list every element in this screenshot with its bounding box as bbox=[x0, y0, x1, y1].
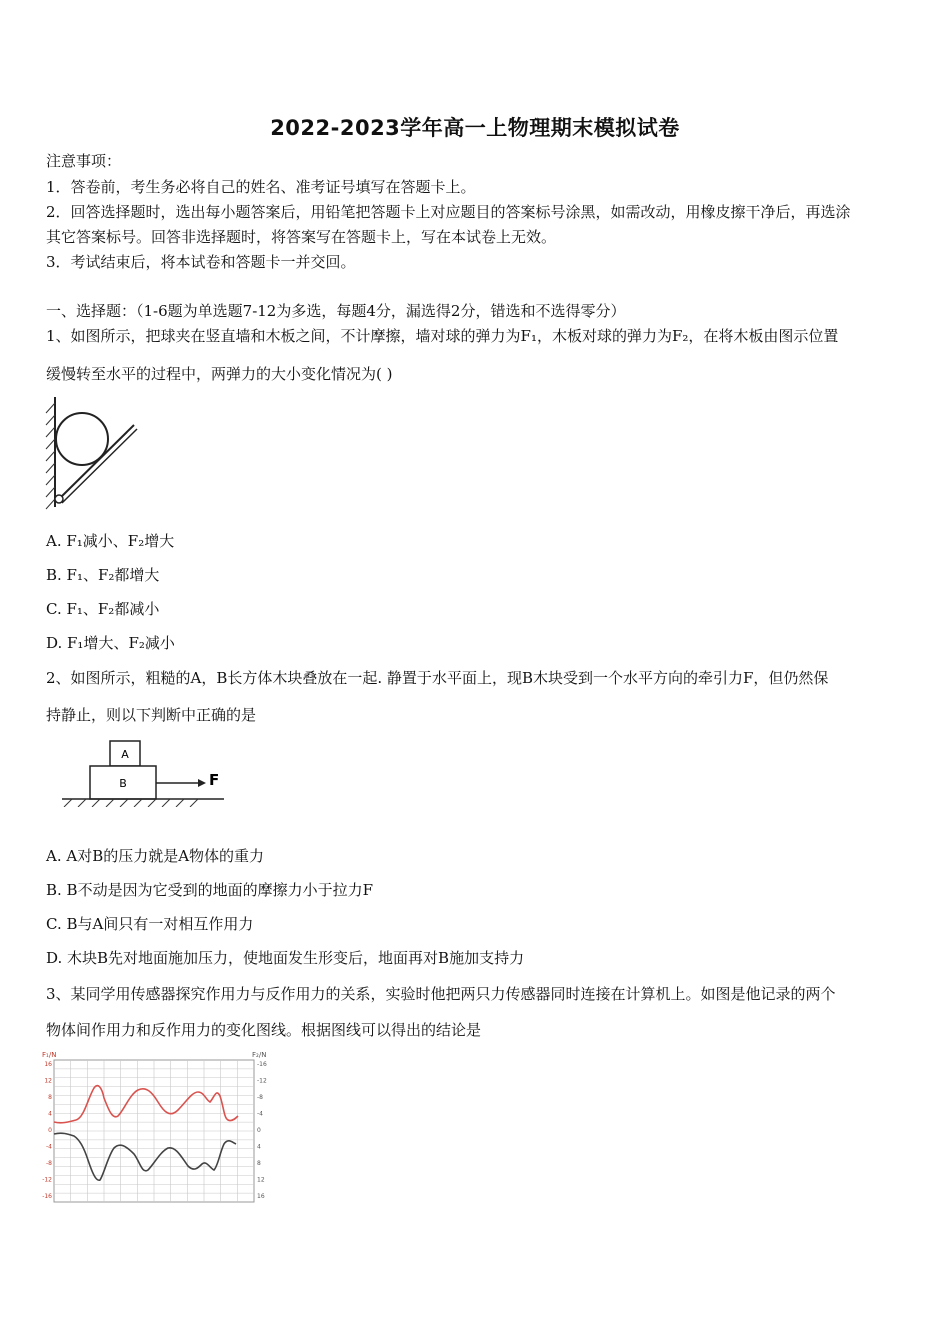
left-tick-label: 16 bbox=[44, 1061, 52, 1068]
notice-item-2: 2．回答选择题时，选出每小题答案后，用铅笔把答题卡上对应题目的答案标号涂黑，如需改动，用橡皮擦干净后，再选涂 bbox=[46, 203, 851, 221]
left-tick-label: 8 bbox=[48, 1094, 52, 1101]
right-tick-label: 0 bbox=[257, 1127, 261, 1134]
notice-item-3: 3．考试结束后，将本试卷和答题卡一并交回。 bbox=[46, 253, 356, 271]
q1-option-a: A. F₁减小、F₂增大 bbox=[46, 532, 175, 550]
hinge-circle bbox=[55, 495, 63, 503]
page-title: 2022-2023学年高一上物理期末模拟试卷 bbox=[270, 116, 680, 140]
q1-option-b: B. F₁、F₂都增大 bbox=[46, 566, 160, 584]
right-tick-label: 16 bbox=[257, 1193, 265, 1200]
notice-item-2-cont: 其它答案标号。回答非选择题时，将答案写在答题卡上，写在本试卷上无效。 bbox=[46, 228, 557, 246]
notice-item-1: 1．答卷前，考生务必将自己的姓名、准考证号填写在答题卡上。 bbox=[46, 178, 476, 196]
right-axis-label: F₂/N bbox=[252, 1051, 267, 1059]
left-axis-label: F₁/N bbox=[42, 1051, 57, 1059]
q2-option-d: D. 木块B先对地面施加压力，使地面发生形变后，地面再对B施加支持力 bbox=[46, 949, 525, 967]
left-tick-label: 12 bbox=[44, 1077, 52, 1085]
section-heading: 一、选择题：（1-6题为单选题7-12为多选，每题4分，漏选得2分，错选和不选得零分） bbox=[46, 302, 626, 320]
left-tick-label: 0 bbox=[48, 1127, 52, 1134]
block-b-label: B bbox=[119, 777, 127, 790]
force-arrow-head bbox=[198, 779, 206, 787]
ground-hatching bbox=[64, 799, 198, 807]
right-tick-label: -16 bbox=[257, 1061, 267, 1068]
right-tick-label: -12 bbox=[257, 1077, 267, 1085]
notice-heading: 注意事项： bbox=[46, 152, 122, 170]
q2-option-a: A. A对B的压力就是A物体的重力 bbox=[46, 847, 265, 865]
q2-figure-stacked-blocks bbox=[58, 735, 228, 807]
wall-hatching bbox=[46, 403, 55, 509]
force-label: F bbox=[209, 771, 220, 789]
left-tick-label: -16 bbox=[42, 1193, 52, 1200]
q1-stem-line2: 缓慢转至水平的过程中，两弹力的大小变化情况为( ) bbox=[46, 365, 393, 383]
left-tick-label: -8 bbox=[46, 1160, 52, 1167]
q2-option-b: B. B不动是因为它受到的地面的摩擦力小于拉力F bbox=[46, 881, 373, 899]
left-tick-label: 4 bbox=[48, 1110, 52, 1118]
q1-option-c: C. F₁、F₂都减小 bbox=[46, 600, 160, 618]
right-tick-label: 4 bbox=[257, 1143, 261, 1151]
right-tick-label: -8 bbox=[257, 1094, 263, 1101]
right-tick-labels bbox=[257, 1061, 267, 1200]
q2-option-c: C. B与A间只有一对相互作用力 bbox=[46, 915, 254, 933]
q1-stem-line1: 1、如图所示，把球夹在竖直墙和木板之间，不计摩擦，墙对球的弹力为F₁，木板对球的弹力为F₂，在将木板由图示位置 bbox=[46, 327, 839, 345]
left-tick-label: -12 bbox=[42, 1176, 52, 1184]
q2-stem-line2: 持静止，则以下判断中正确的是 bbox=[46, 706, 257, 724]
right-tick-label: 12 bbox=[257, 1176, 265, 1184]
right-tick-label: 8 bbox=[257, 1160, 261, 1167]
board-line-2 bbox=[62, 429, 137, 503]
q3-force-sensor-chart bbox=[38, 1048, 278, 1208]
right-tick-label: -4 bbox=[257, 1110, 263, 1118]
q1-figure-ball-wall-board bbox=[40, 395, 140, 515]
q3-stem-line1: 3、某同学用传感器探究作用力与反作用力的关系，实验时他把两只力传感器同时连接在计算机上。如图是他记录的两个 bbox=[46, 985, 836, 1003]
block-a-label: A bbox=[121, 748, 129, 761]
q3-stem-line2: 物体间作用力和反作用力的变化图线。根据图线可以得出的结论是 bbox=[46, 1021, 482, 1039]
q2-stem-line1: 2、如图所示，粗糙的A，B长方体木块叠放在一起. 静置于水平面上，现B木块受到一个水平方向的牵引力F，但仍然保 bbox=[46, 669, 829, 687]
q1-option-d: D. F₁增大、F₂减小 bbox=[46, 634, 175, 652]
left-tick-labels bbox=[42, 1061, 52, 1200]
left-tick-label: -4 bbox=[46, 1143, 52, 1151]
